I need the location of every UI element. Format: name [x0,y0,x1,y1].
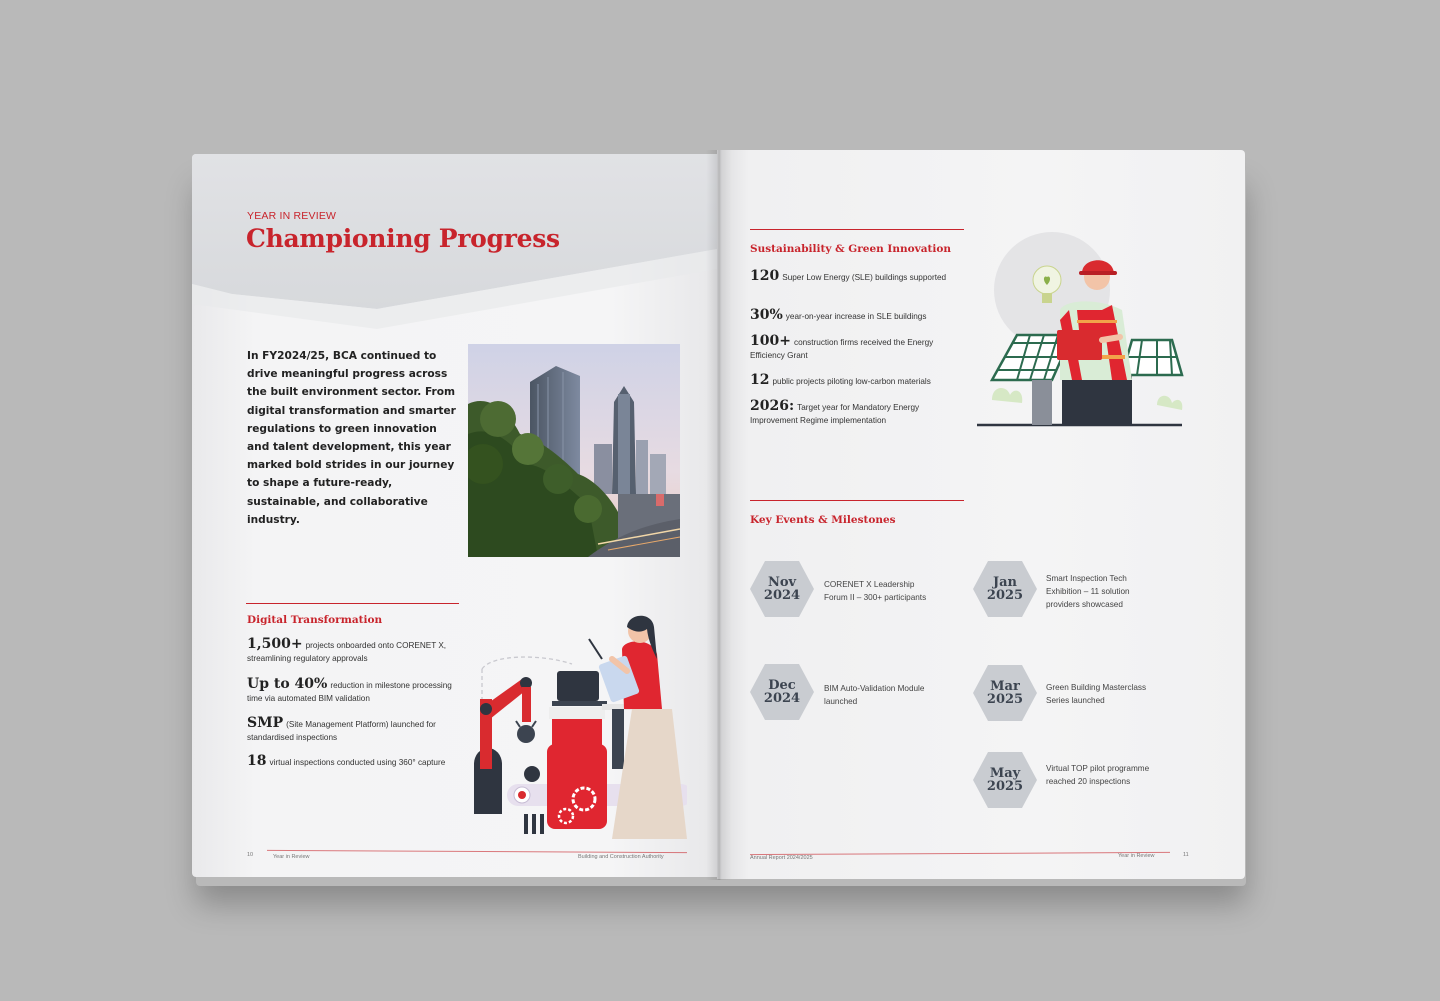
footer-page-number: 11 [1183,852,1189,858]
stat-text: Super Low Energy (SLE) buildings supported [782,273,947,282]
event-year: 2025 [986,779,1024,794]
event-date-hexagon [972,664,1038,722]
event-description: BIM Auto-Validation Module launched [824,684,925,706]
digital-stat [247,678,457,705]
footer-section-label: Year in Review [1118,853,1155,859]
robot-arm-illustration [462,609,687,839]
footer-section-label: Year in Review [273,854,310,860]
stat-value: Up to 40% [247,676,328,692]
sustainability-stat [750,335,960,362]
stat-value: 100+ [750,333,791,349]
intro-paragraph: In FY2024/25, BCA continued to drive meaningful progress across the built environment sector. From digital transformation and smarter regulations to green innovation and talent development, this year marked bold strides in our journey to shape a future-ready, sustainable, and collaborative industry. [247,350,456,526]
sustainability-stat [750,270,960,285]
stat-text: (Site Management Platform) launched for standardised inspections [247,720,436,742]
stat-text: virtual inspections conducted using 360° capture [269,758,446,767]
stat-text: year-on-year increase in SLE buildings [785,312,927,321]
stat-value: 2026: [750,398,795,414]
digital-stat [247,755,457,770]
event-date [749,560,815,618]
event-description: Smart Inspection Tech Exhibition – 11 solution providers showcased [1046,574,1130,609]
event-date [972,560,1038,618]
footer-org-label: Building and Construction Authority [578,854,664,860]
digital-section-rule [246,603,459,604]
event-date-hexagon [972,560,1038,618]
footer-page-number: 10 [247,852,254,858]
event-year: 2025 [986,588,1024,603]
event-year: 2024 [763,588,801,603]
sustainability-stat [750,309,960,324]
city-skyline-photo [468,344,680,557]
event-month: Jan [992,575,1018,590]
stat-value: 120 [750,268,780,284]
stat-text: Target year for Mandatory Energy Improvement Regime implementation [750,403,920,425]
stat-value: 18 [247,753,267,769]
sustainability-section-title: Sustainability & Green Innovation [750,243,951,255]
event-date [972,664,1038,722]
sustainability-stat [750,400,960,427]
book-gutter-shadow [706,150,732,880]
stat-text: public projects piloting low-carbon materials [772,377,931,386]
left-page [192,154,717,877]
event-date [972,751,1038,809]
event-month: Nov [767,575,797,590]
event-description: Green Building Masterclass Series launched [1046,683,1147,705]
digital-stat [247,638,457,665]
event-date-hexagon [749,663,815,721]
page-title: Championing Progress [246,224,560,253]
sustainability-section-rule [750,229,964,230]
event-description: Virtual TOP pilot programme reached 20 inspections [1046,764,1150,786]
event-year: 2024 [763,691,801,706]
footer-rule [267,850,687,853]
eyebrow-label: YEAR IN REVIEW [247,210,337,222]
footer-report-label: Annual Report 2024/2025 [750,855,813,861]
right-page [717,150,1245,879]
event-description: CORENET X Leadership Forum II – 300+ participants [824,580,927,602]
event-date-hexagon [972,751,1038,809]
event-month: Mar [990,679,1020,694]
solar-engineer-illustration [972,225,1187,430]
footer-rule [750,852,1170,855]
sustainability-stat [750,374,960,389]
events-section-title: Key Events & Milestones [750,514,896,526]
events-section-rule [750,500,964,501]
digital-section-title: Digital Transformation [247,614,383,626]
stat-text: projects onboarded onto CORENET X, streamlining regulatory approvals [247,641,447,663]
stat-text: reduction in milestone processing time via automated BIM validation [247,681,452,703]
event-date [749,663,815,721]
event-date-hexagon [749,560,815,618]
event-year: 2025 [986,692,1024,707]
stat-value: 1,500+ [247,636,303,652]
stat-value: SMP [247,715,284,731]
stat-text: construction firms received the Energy Efficiency Grant [750,338,934,360]
event-month: May [989,766,1021,781]
digital-stat [247,717,457,744]
stat-value: 30% [750,307,783,323]
event-month: Dec [768,678,796,693]
stat-value: 12 [750,372,770,388]
